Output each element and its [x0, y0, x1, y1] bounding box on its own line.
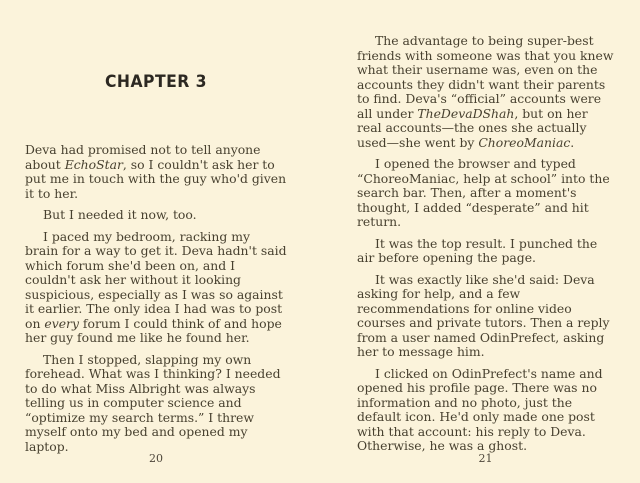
text-run: It was exactly like she'd said: Deva asking for help, and a few recommendations for online video courses and private tutors. Then a reply from a user named OdinPrefect, asking her to message him. [357, 271, 610, 359]
paragraph [25, 353, 287, 455]
paragraph [357, 34, 614, 150]
text-run: , but on her real accounts—the ones she actually used—she went by [357, 105, 588, 150]
page-right-text [357, 34, 614, 461]
text-run: I opened the browser and typed “ChoreoManiac, help at school” into the search bar. Then, after a moment's thought, I added “desperate” and hit return. [357, 156, 610, 229]
text-run: . [570, 134, 575, 150]
italic-text-run: every [44, 315, 79, 331]
text-run: , so I couldn't ask her to put me in touch with the guy who'd given it to her. [25, 156, 287, 201]
text-run: It was the top result. I punched the air before opening the page. [357, 235, 598, 265]
text-run: But I needed it now, too. [43, 207, 197, 222]
italic-text-run: ChoreoManiac [478, 134, 571, 150]
italic-text-run: EchoStar [64, 156, 123, 172]
paragraph [25, 208, 287, 223]
page-left [25, 0, 287, 483]
text-run: Deva had promised not to tell anyone about [25, 142, 261, 172]
page-number-right: 21 [478, 452, 493, 465]
paragraph [25, 143, 287, 201]
paragraph [357, 273, 614, 360]
text-run: forum I could think of and hope her guy found me like he found her. [25, 315, 282, 345]
paragraph [357, 367, 614, 454]
paragraph [25, 230, 287, 346]
paragraph [357, 237, 614, 266]
text-run: I paced my bedroom, racking my brain for a way to get it. Deva hadn't said which forum she'd been on, and I couldn't ask her without it looking suspicious, especially as I was so against it earlier. The only idea I had was to post on [25, 228, 287, 331]
italic-text-run: TheDevaDShah [417, 105, 515, 121]
text-run: The advantage to being super-best friends with someone was that you knew what their username was, even on the accounts they didn't want their parents to find. Deva's “official” accounts were all under [357, 33, 614, 121]
page-left-text [25, 143, 287, 461]
page-number-left: 20 [149, 452, 163, 465]
text-run: Then I stopped, slapping my own forehead. What was I thinking? I needed to do what Miss Albright was always telling us in computer science and “optimize my search terms.” I threw myself onto my bed and opened my laptop. [25, 351, 281, 454]
chapter-heading: CHAPTER 3 [104, 72, 208, 92]
paragraph [357, 157, 614, 230]
page-right [357, 0, 614, 483]
text-run: I clicked on OdinPrefect's name and opened his profile page. There was no information and no photo, just the default icon. He'd only made one post with that account: his reply to Deva. Otherwise, he was a ghost. [357, 365, 603, 453]
